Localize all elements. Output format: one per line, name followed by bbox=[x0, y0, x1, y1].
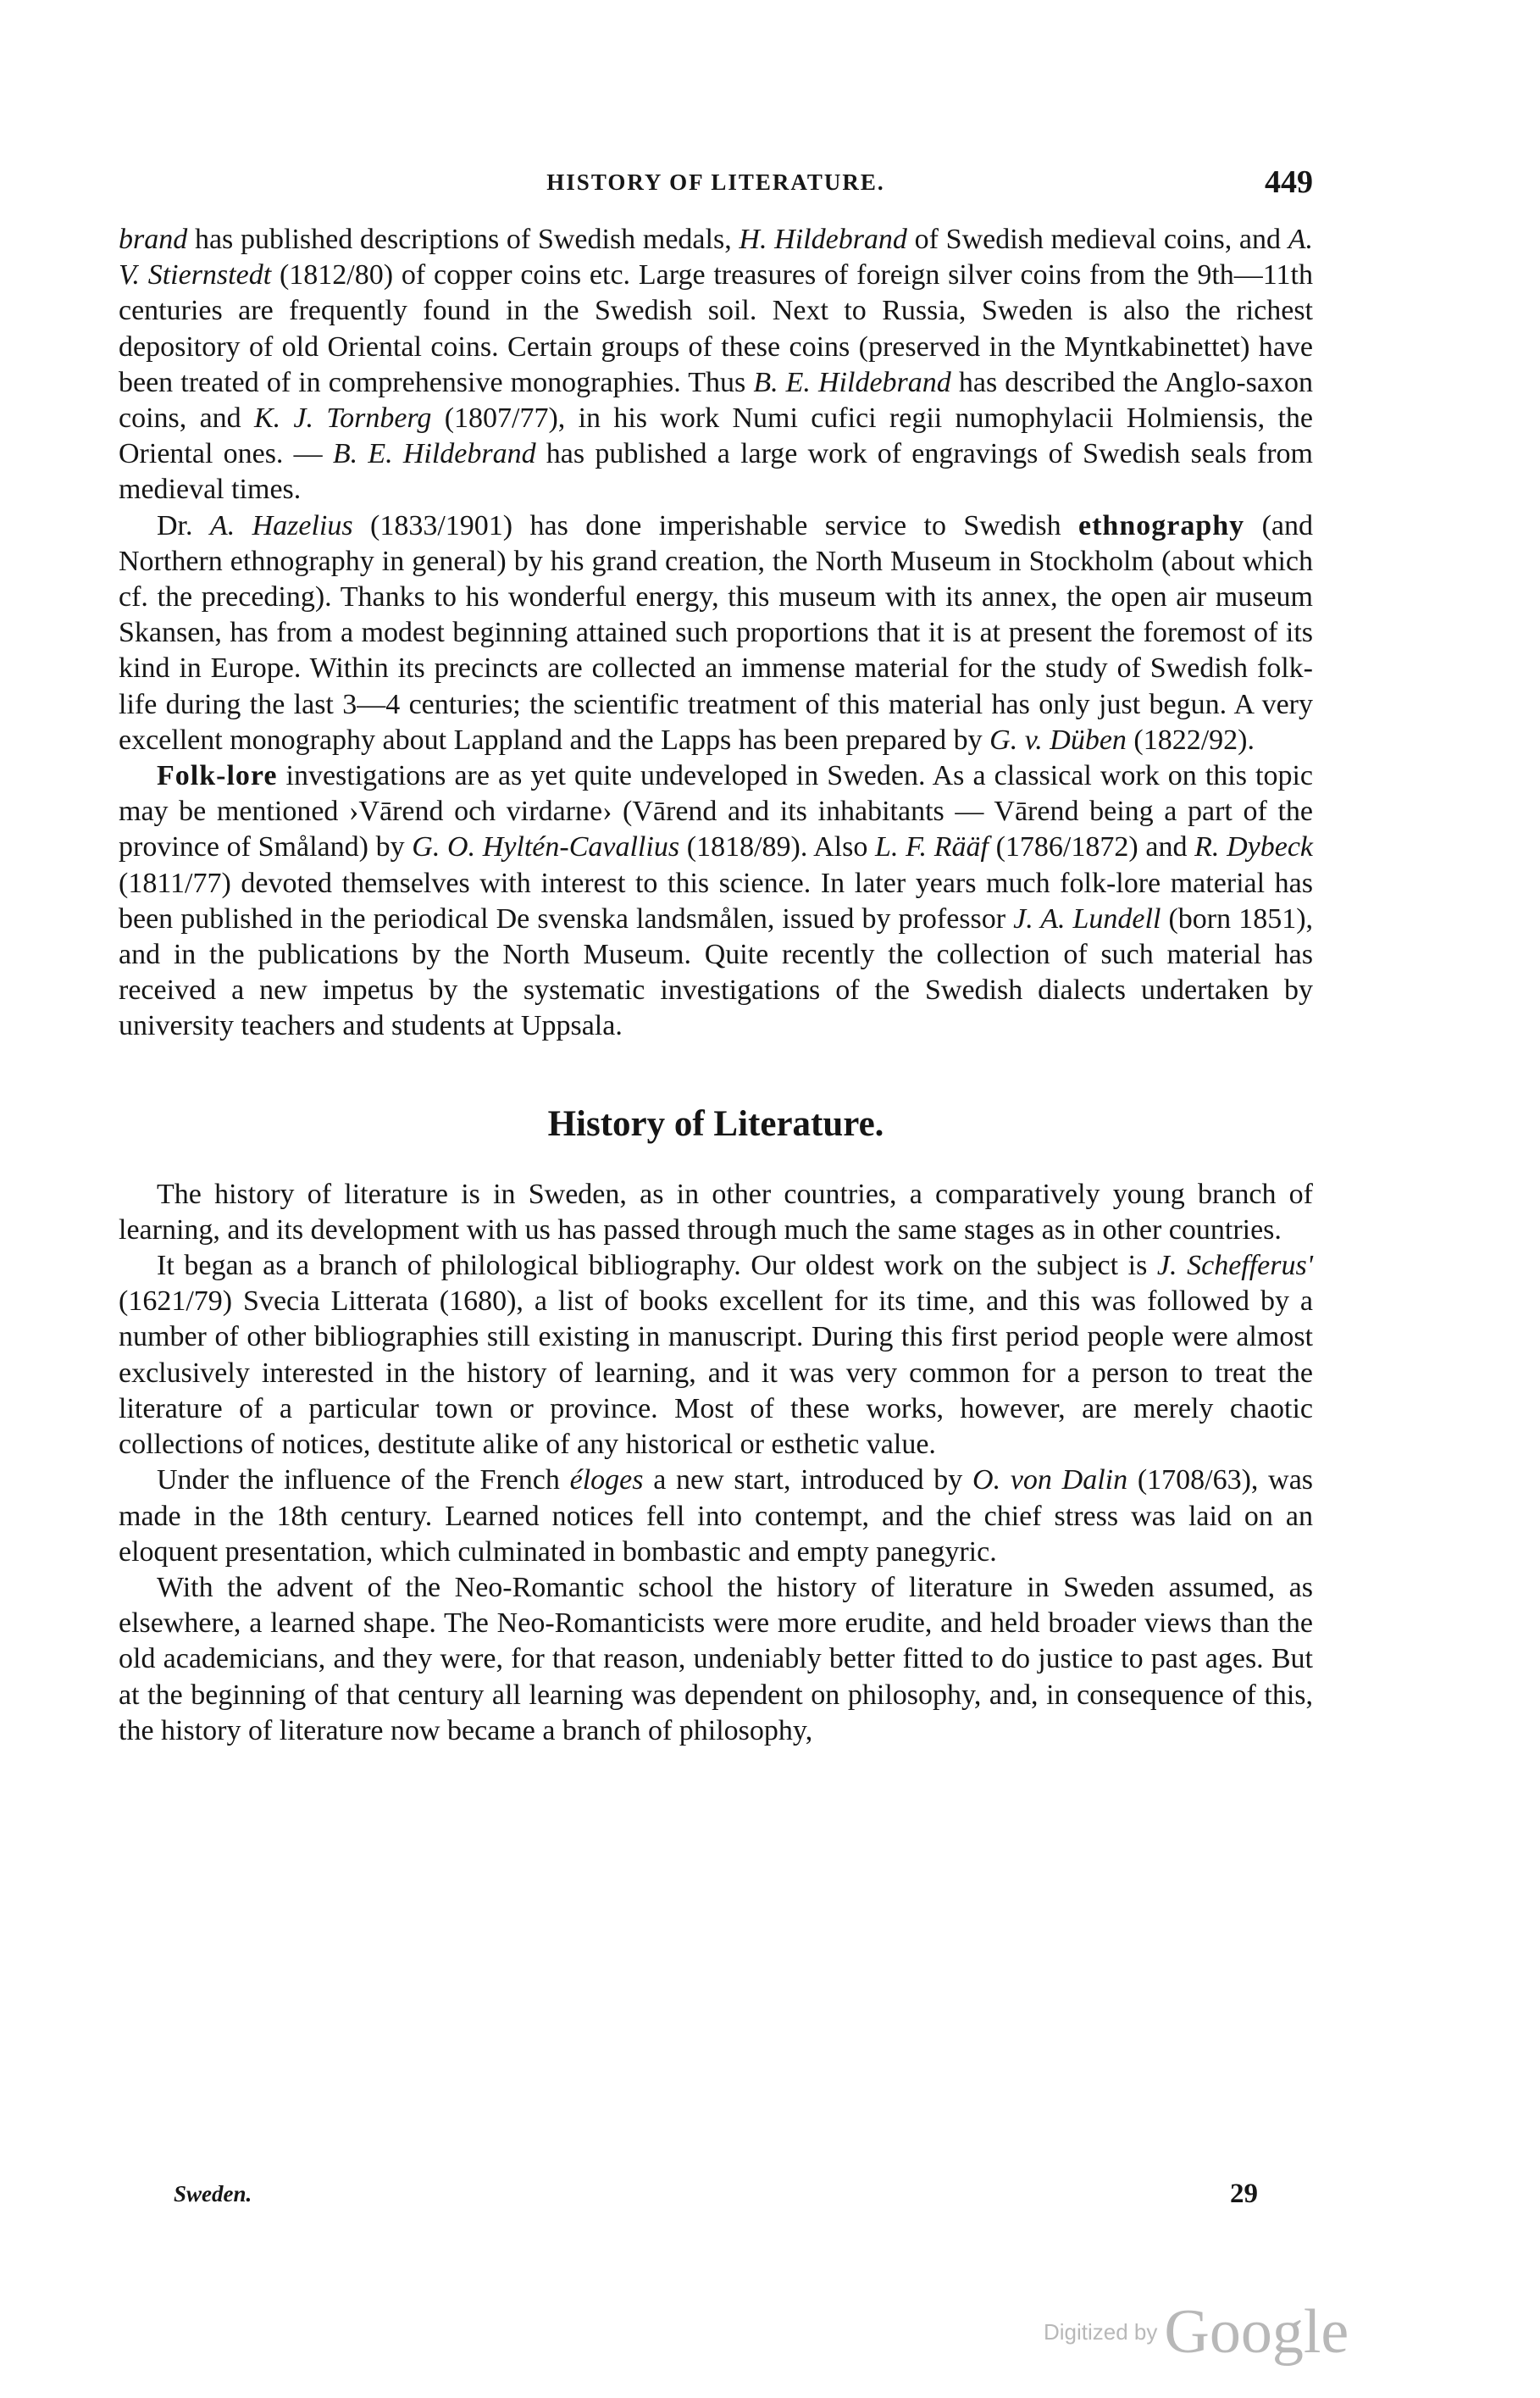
italic-name: A. Hazelius bbox=[209, 509, 353, 541]
text-run: (born 1851), and in the publications by the North Museum. Quite recently the collection of such material has received a new impetus by the systematic investigations of the Swedish dialects undertaken by university teachers and students at Uppsala. bbox=[119, 902, 1314, 1042]
italic-name: B. E. Hildebrand bbox=[332, 438, 536, 470]
spaced-term: ethnography bbox=[1078, 509, 1245, 541]
italic-name: K. J. Tornberg bbox=[253, 402, 432, 435]
watermark-logo: Google bbox=[1164, 2297, 1349, 2367]
watermark-prefix: Digitized by bbox=[1044, 2319, 1158, 2345]
text-run: (1812/80) of copper coins etc. Large treasures of foreign silver coins from the 9th—11th centuries are frequently found in the Swedish soil. Next to Russia, Sweden is also the richest depository of old Oriental coins. Certain groups of these coins (preserved in the Myntkabinettet) have been treated of in comprehensive monographies. Thus bbox=[119, 259, 1313, 398]
paragraph-intro: The history of literature is in Sweden, as in other countries, a comparatively young branch of learning, and its development with us has passed through much the same stages as in other countries. bbox=[119, 1178, 1313, 1246]
text-run: (and Northern ethnography in general) by his grand creation, the North Museum in Stockholm (about which cf. the preceding). Thanks to his wonderful energy, this museum with its annex, the open air museum Skansen, has from a modest beginning attained such proportions that it is at present the foremost of its kind in Europe. Within its precincts are collected an immense material for the study of Swedish folk-life during the last 3—4 centuries; the scientific treatment of this material has only just begun. A very excellent monography about Lappland and the Lapps has been prepared by bbox=[119, 509, 1313, 756]
text-run: of Swedish medieval coins, and bbox=[906, 224, 1288, 255]
text-run: Dr. bbox=[157, 509, 210, 541]
signature-mark: Sweden. bbox=[174, 2181, 252, 2206]
paragraph-bibliography bbox=[119, 1248, 1313, 1463]
text-run: (1833/1901) has done imperishable service to Swedish bbox=[352, 509, 1079, 541]
digitization-watermark bbox=[1044, 2296, 1349, 2367]
paragraph-eloges bbox=[119, 1463, 1313, 1570]
italic-name: A. V. Stiernstedt bbox=[119, 224, 1313, 291]
paragraph-folklore bbox=[119, 758, 1313, 1045]
text-run: It began as a branch of philological bibliography. Our oldest work on the subject is bbox=[157, 1250, 1157, 1282]
running-head bbox=[119, 161, 1313, 203]
text-run: has published descriptions of Swedish medals, bbox=[187, 224, 740, 255]
text-run: investigations are as yet quite undeveloped in Sweden. As a classical work on this topic may be mentioned ›Vārend och virdarne› (Vārend and its inhabitants — Vārend being a part of the province of Småland) by bbox=[119, 760, 1313, 863]
italic-name: éloges bbox=[569, 1464, 644, 1496]
paragraph-numismatics bbox=[119, 222, 1313, 508]
page-number: 449 bbox=[1265, 164, 1313, 200]
text-run: has described the Anglo-saxon coins, and bbox=[119, 366, 1313, 435]
text-run: (1708/63), was made in the 18th century. Learned notices fell into contempt, and the chief stress was laid on an eloquent presentation, which culminated in bombastic and empty panegyric. bbox=[119, 1464, 1314, 1568]
section-heading: History of Literature. bbox=[547, 1103, 884, 1144]
text-run: has published a large work of engravings of Swedish seals from medieval times. bbox=[119, 438, 1313, 506]
text-run: Under the influence of the French bbox=[157, 1464, 570, 1496]
paragraph-neo-romantic: With the advent of the Neo-Romantic school the history of literature in Sweden assumed, as elsewhere, a learned shape. The Neo-Romanticists were more erudite, and held broader views than the old academicians, and they were, for that reason, undeniably better fitted to do justice to past ages. But at the beginning of that century all learning was dependent on philosophy, and, in consequence of this, the history of literature now became a branch of philosophy, bbox=[119, 1571, 1313, 1746]
italic-name: R. Dybeck bbox=[1194, 831, 1314, 863]
text-run: (1818/89). Also bbox=[679, 831, 876, 863]
italic-name: G. O. Hyltén-Cavallius bbox=[412, 831, 680, 863]
text-run: (1621/79) Svecia Litterata (1680), a list of books excellent for its time, and this was followed by a number of other bibliographies still existing in manuscript. During this first period people were almost exclusively interested in the history of learning, and it was very common for a person to treat the literature of a particular town or province. Most of these works, however, are merely chaotic collections of notices, destitute alike of any historical or esthetic value. bbox=[119, 1285, 1313, 1461]
text-run: (1811/77) devoted themselves with interest to this science. In later years much folk-lore material has been published in the periodical De svenska landsmålen, issued by professor bbox=[119, 867, 1313, 935]
italic-name: H. Hildebrand bbox=[739, 224, 907, 255]
sheet-number: 29 bbox=[1230, 2179, 1258, 2209]
italic-name: J. Schefferus' bbox=[1156, 1250, 1313, 1282]
italic-name: brand bbox=[119, 224, 188, 255]
text-run: (1786/1872) and bbox=[988, 831, 1195, 863]
running-title: HISTORY OF LITERATURE. bbox=[546, 169, 885, 195]
page-footer bbox=[174, 2174, 1258, 2213]
italic-name: B. E. Hildebrand bbox=[753, 366, 951, 398]
italic-name: G. v. Düben bbox=[989, 724, 1127, 756]
text-run: (1807/77), in his work Numi cufici regii numophylacii Holmiensis, the Oriental ones. — bbox=[119, 402, 1313, 470]
italic-name: J. A. Lundell bbox=[1013, 902, 1161, 935]
spaced-term: Folk-lore bbox=[157, 760, 278, 792]
paragraph-ethnography bbox=[119, 508, 1313, 758]
italic-name: O. von Dalin bbox=[972, 1464, 1128, 1496]
text-run: (1822/92). bbox=[1126, 724, 1255, 756]
text-run: a new start, introduced by bbox=[643, 1464, 973, 1496]
body-text bbox=[119, 222, 1313, 1749]
italic-name: L. F. Rääf bbox=[875, 831, 989, 863]
